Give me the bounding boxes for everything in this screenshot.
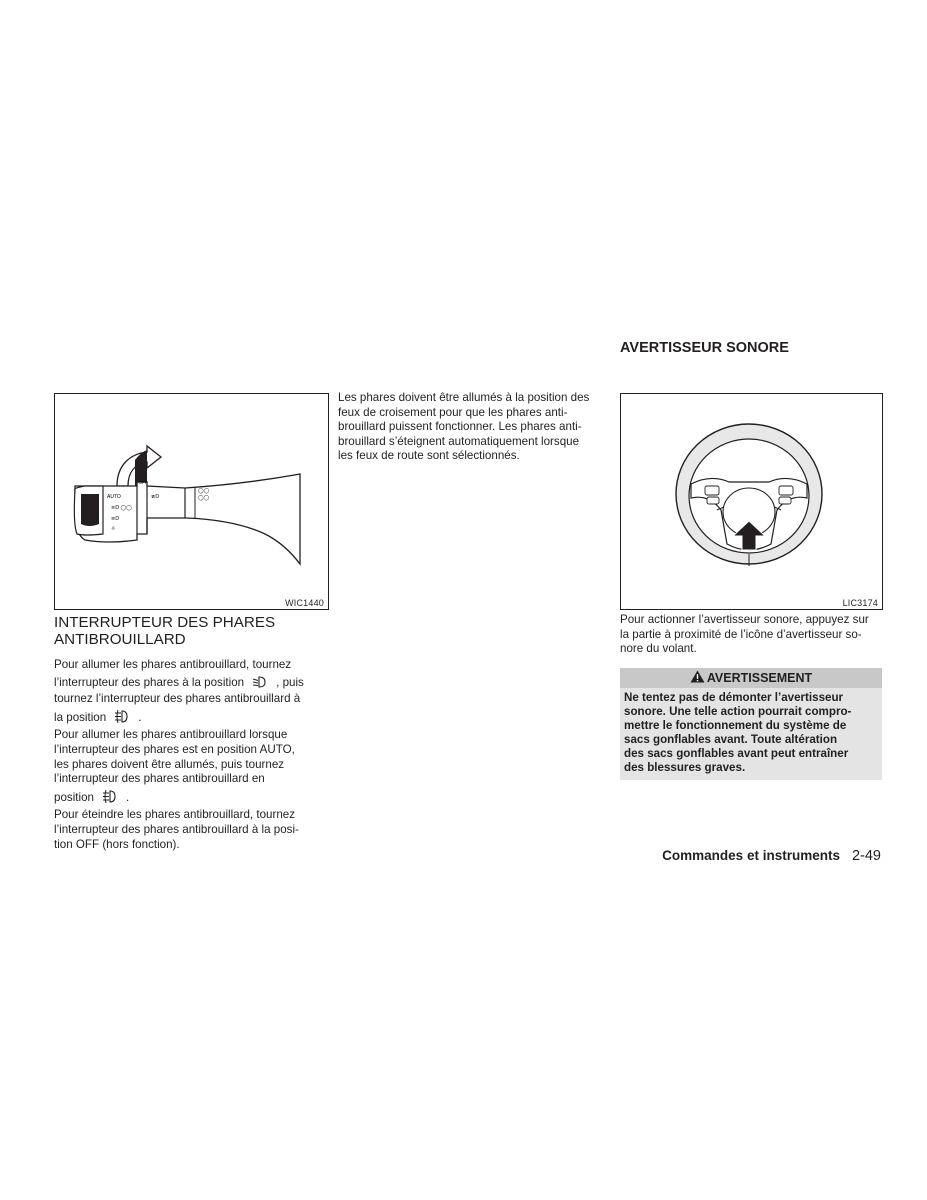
text-line: [54, 790, 316, 808]
svg-text:◯◯: ◯◯: [198, 488, 210, 494]
fog-switch-figure: [54, 393, 329, 610]
figure-label: LIC3174: [842, 598, 878, 608]
text-line: l’interrupteur des phares antibrouillard à la posi-: [54, 822, 299, 836]
headlight-icon: [252, 676, 266, 693]
warning-body: [620, 688, 882, 780]
auto-text: AUTO: [107, 494, 121, 500]
text-line: tion OFF (hors fonction).: [54, 837, 180, 851]
steering-wheel-illustration: [621, 394, 882, 609]
text-line: Pour allumer les phares antibrouillard, tournez: [54, 658, 292, 671]
text-line: sonore. Une telle action pourrait compro-: [624, 705, 852, 719]
text-line: des sacs gonflables avant peut entraîner: [624, 747, 849, 761]
horn-figure: [620, 393, 883, 610]
svg-text:≡D: ≡D: [111, 516, 120, 522]
svg-text:≡D ◯◯: ≡D ◯◯: [111, 505, 132, 511]
text-line: Pour éteindre les phares antibrouillard, tournez: [54, 808, 296, 822]
text-line: brouillard s’éteignent automatiquement lorsque: [338, 434, 580, 448]
text-line: les phares doivent être allumés, puis tournez: [54, 757, 285, 771]
text-line: Pour allumer les phares antibrouillard lorsque: [54, 728, 288, 742]
text-line: tournez l’interrupteur des phares antibrouillard à: [54, 692, 301, 706]
text-line: l’interrupteur des phares antibrouillard en: [54, 772, 265, 786]
footer-section: Commandes et instruments: [662, 848, 840, 863]
text-line: la partie à proximité de l’icône d’avertisseur so-: [620, 627, 862, 641]
text-line: feux de croisement pour que les phares anti-: [338, 405, 568, 419]
text-fragment: position: [54, 790, 94, 804]
text-line: Les phares doivent être allumés à la position des: [338, 391, 590, 404]
text-line: [54, 710, 316, 728]
heading-line: ANTIBROUILLARD: [54, 631, 186, 648]
figure-label: WIC1440: [285, 598, 324, 608]
text-line: [54, 676, 316, 693]
left-column-body: [54, 658, 316, 852]
text-line: les feux de route sont sélectionnés.: [338, 449, 520, 463]
middle-column-body: [338, 391, 600, 464]
text-line: l’interrupteur des phares est en position AUTO,: [54, 742, 295, 756]
horn-description: [620, 613, 882, 657]
warning-box: [620, 668, 882, 780]
off-text: OFF: [138, 480, 148, 485]
section-title: [620, 340, 789, 356]
svg-text:☼: ☼: [111, 526, 116, 532]
text-line: Ne tentez pas de démonter l’avertisseur: [624, 691, 844, 704]
text-fragment: la position: [54, 710, 107, 724]
text-line: sacs gonflables avant. Toute altération: [624, 733, 838, 747]
text-line: des blessures graves.: [624, 761, 746, 775]
text-line: mettre le fonctionnement du système de: [624, 719, 847, 733]
fog-switch-heading: [54, 614, 329, 648]
page-number: 2-49: [851, 848, 881, 864]
page-footer: [662, 848, 881, 864]
front-fog-light-icon: [114, 710, 128, 728]
svg-text:◯◯: ◯◯: [198, 495, 210, 501]
text-line: nore du volant.: [620, 642, 697, 656]
fog-light-switch-illustration: [55, 394, 328, 609]
text-fragment: .: [138, 710, 142, 724]
warning-title: AVERTISSEMENT: [706, 671, 813, 685]
warning-header: [620, 668, 882, 688]
warning-triangle-icon: [690, 670, 705, 686]
text-fragment: , puis: [276, 675, 304, 689]
section-title-text: AVERTISSEUR SONORE: [620, 340, 789, 356]
text-fragment: l’interrupteur des phares à la position: [54, 675, 245, 689]
front-fog-light-icon: [102, 790, 116, 808]
text-line: brouillard puissent fonctionner. Les phares anti-: [338, 420, 582, 434]
heading-line: INTERRUPTEUR DES PHARES: [54, 614, 276, 631]
svg-text:≢D: ≢D: [151, 494, 160, 500]
text-line: Pour actionner l’avertisseur sonore, appuyez sur: [620, 613, 869, 626]
text-fragment: .: [125, 790, 130, 804]
